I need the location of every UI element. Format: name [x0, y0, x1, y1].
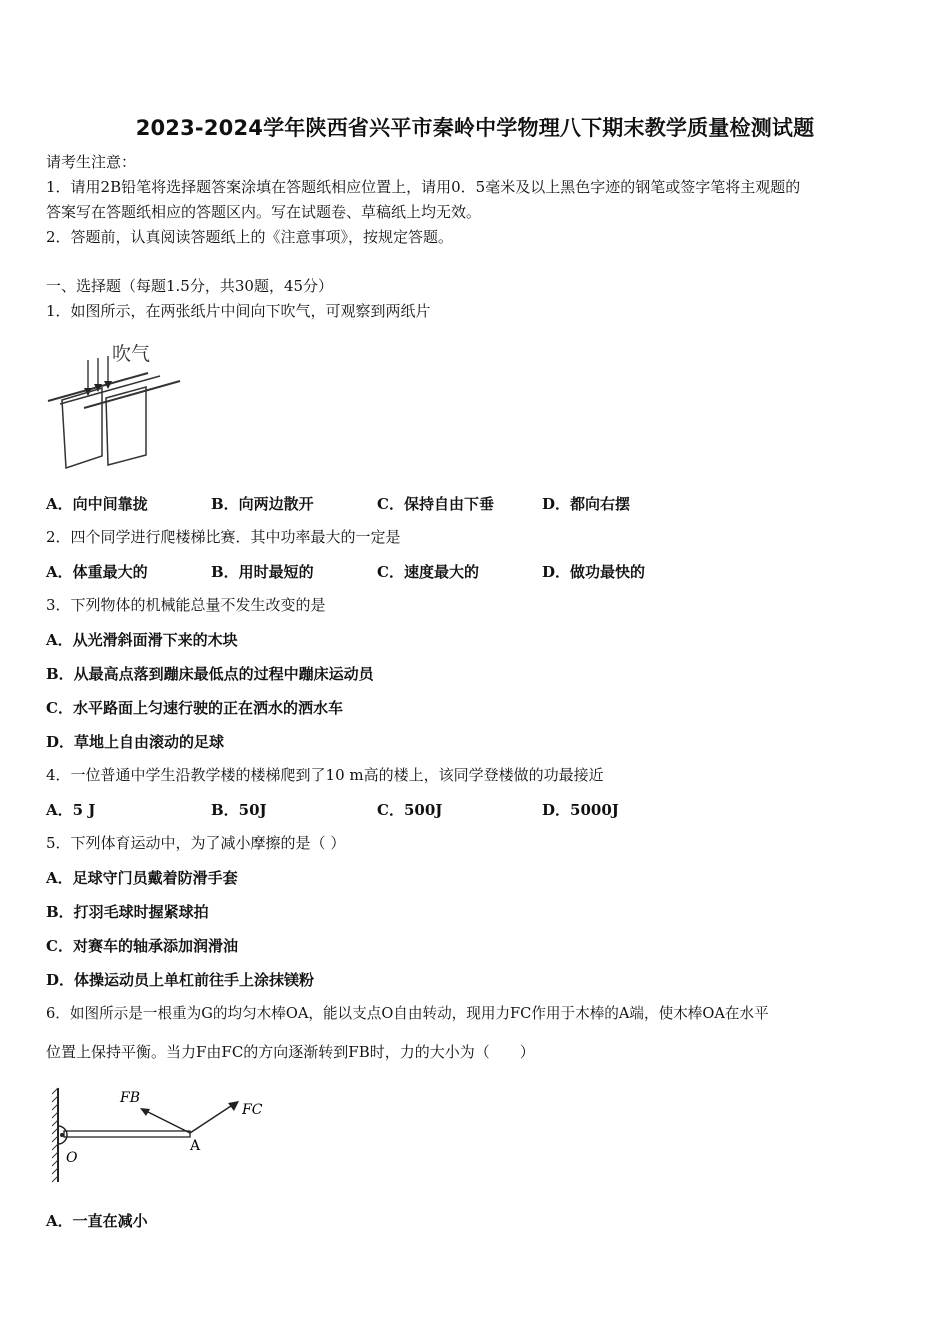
q3-option-b: B．从最高点落到蹦床最低点的过程中蹦床运动员 — [46, 665, 374, 683]
q2-option-d: D．做功最快的 — [542, 563, 646, 581]
q3-option-d: D．草地上自由滚动的足球 — [46, 733, 225, 751]
q3-option-c: C．水平路面上匀速行驶的正在洒水的洒水车 — [46, 699, 343, 717]
q1-figure-label: 吹气 — [112, 343, 151, 365]
q4-option-a: A．5 J — [46, 801, 96, 819]
q1-option-a: A．向中间靠拢 — [46, 495, 148, 513]
q2-option-a: A．体重最大的 — [46, 563, 148, 581]
notice-line-2: 2．答题前，认真阅读答题纸上的《注意事项》，按规定答题。 — [46, 228, 454, 246]
q4-stem: 4．一位普通中学生沿教学楼的楼梯爬到了10 m高的楼上，该同学登楼做的功最接近 — [46, 766, 604, 784]
q4-option-b: B．50J — [211, 801, 267, 819]
q5-option-a: A．足球守门员戴着防滑手套 — [46, 869, 238, 887]
q1-option-c: C．保持自由下垂 — [377, 495, 494, 513]
q5-option-d: D．体操运动员上单杠前往手上涂抹镁粉 — [46, 971, 315, 989]
q5-option-b: B．打羽毛球时握紧球拍 — [46, 903, 209, 921]
q1-figure-paper-sheets — [44, 338, 184, 474]
q2-option-c: C．速度最大的 — [377, 563, 479, 581]
q3-option-a: A．从光滑斜面滑下来的木块 — [46, 631, 238, 649]
q2-option-b: B．用时最短的 — [211, 563, 314, 581]
page-title: 2023-2024学年陕西省兴平市秦岭中学物理八下期末教学质量检测试题 — [135, 116, 815, 140]
q6-label-fc: FC — [242, 1102, 263, 1118]
q6-label-fb: FB — [120, 1090, 141, 1106]
notice-line-1b: 答案写在答题纸相应的答题区内。写在试题卷、草稿纸上均无效。 — [46, 203, 482, 221]
q6-label-a: A — [190, 1138, 201, 1154]
q4-option-d: D．5000J — [542, 801, 619, 819]
notice-heading: 请考生注意： — [46, 153, 137, 171]
notice-line-1: 1．请用2B铅笔将选择题答案涂填在答题纸相应位置上，请用0．5毫米及以上黑色字迹的钢笔或签字笔将主观题的 — [46, 178, 801, 196]
q6-stem-line-2: 位置上保持平衡。当力F由FC的方向逐渐转到FB时，力的大小为（ ） — [46, 1043, 535, 1061]
q2-stem: 2．四个同学进行爬楼梯比赛．其中功率最大的一定是 — [46, 528, 401, 546]
q1-option-d: D．都向右摆 — [542, 495, 631, 513]
q6-figure-lever — [44, 1080, 284, 1190]
q1-stem: 1．如图所示，在两张纸片中间向下吹气，可观察到两纸片 — [46, 302, 431, 320]
q6-label-o: O — [66, 1150, 78, 1166]
q3-stem: 3．下列物体的机械能总量不发生改变的是 — [46, 596, 326, 614]
section-heading: 一、选择题（每题1.5分，共30题，45分） — [46, 277, 334, 295]
q6-stem-line-1: 6．如图所示是一根重为G的均匀木棒OA，能以支点O自由转动，现用力FC作用于木棒的A端，使木棒OA在水平 — [46, 1005, 769, 1022]
q1-option-b: B．向两边散开 — [211, 495, 314, 513]
q5-option-c: C．对赛车的轴承添加润滑油 — [46, 937, 238, 955]
q6-option-a: A．一直在减小 — [46, 1212, 148, 1230]
q5-stem: 5．下列体育运动中，为了减小摩擦的是（ ） — [46, 834, 346, 852]
q4-option-c: C．500J — [377, 801, 443, 819]
